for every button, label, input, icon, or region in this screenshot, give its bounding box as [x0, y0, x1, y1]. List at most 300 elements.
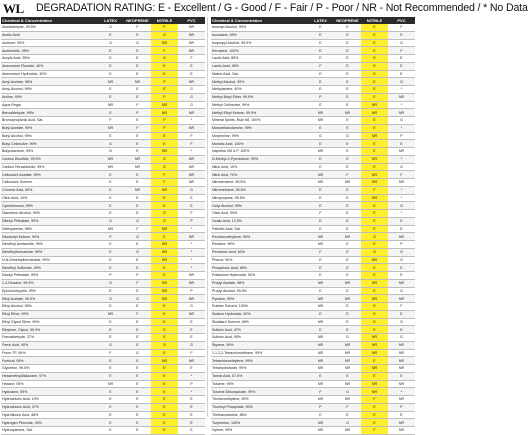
neoprene-rating: E: [334, 93, 361, 101]
table-row: [1, 171, 205, 179]
pvc-rating: NR: [178, 24, 205, 31]
latex-rating: G: [97, 295, 124, 303]
table-row: [1, 62, 205, 70]
chemical-name: Methyl Cellosolve, 99%: [211, 101, 307, 109]
table-row: [211, 179, 415, 187]
neoprene-rating: E: [334, 155, 361, 163]
neoprene-rating: E: [334, 194, 361, 202]
latex-rating: NR: [307, 380, 334, 388]
neoprene-rating: E: [334, 310, 361, 318]
table-row: [1, 124, 205, 132]
latex-rating: E: [97, 326, 124, 334]
latex-rating: E: [307, 287, 334, 295]
nitrile-rating: E: [361, 202, 388, 210]
chemical-name: Propyl Acetate, 98%: [211, 279, 307, 287]
table-row: [211, 78, 415, 86]
nitrile-rating: NR: [151, 109, 178, 117]
chemical-name: Dimethyl Sulfoxide, 99%: [1, 264, 97, 272]
chemical-name: Sulfuric Acid, 47%: [211, 326, 307, 334]
pvc-rating: NR: [178, 109, 205, 117]
neoprene-rating: NR: [124, 186, 151, 194]
chemical-name: Isopropyl Alcohol, 99.5%: [211, 39, 307, 47]
neoprene-rating: E: [334, 62, 361, 70]
nitrile-rating: NR: [151, 241, 178, 249]
latex-rating: E: [97, 171, 124, 179]
chemical-name: Oxalic Acid, 12.5%: [211, 217, 307, 225]
table-row: [211, 155, 415, 163]
pvc-rating: F: [388, 24, 415, 31]
table-row: [211, 341, 415, 349]
neoprene-rating: NR: [334, 233, 361, 241]
chemical-name: Benzaldehyde, 99%: [1, 109, 97, 117]
neoprene-rating: E: [124, 411, 151, 419]
table-row: [211, 101, 415, 109]
nitrile-rating: NR: [361, 349, 388, 357]
header-latex: LATEX: [97, 17, 124, 24]
neoprene-rating: F: [124, 279, 151, 287]
latex-rating: F: [307, 388, 334, 396]
nitrile-rating: F: [151, 171, 178, 179]
chemical-name: Phenol, 90%: [211, 256, 307, 264]
nitrile-rating: NR: [361, 194, 388, 202]
neoprene-rating: E: [334, 163, 361, 171]
pvc-rating: NR: [178, 39, 205, 47]
chemical-name: Acetone, 99%: [1, 39, 97, 47]
pvc-rating: F: [178, 349, 205, 357]
neoprene-rating: E: [124, 256, 151, 264]
latex-rating: E: [307, 155, 334, 163]
chemical-name: Muriatic Acid, 100%: [211, 140, 307, 148]
table-row: [1, 380, 205, 388]
neoprene-rating: NR: [334, 109, 361, 117]
neoprene-rating: E: [124, 318, 151, 326]
pvc-rating: E: [178, 202, 205, 210]
chemical-name: Methyl Alcohol, 99%: [211, 78, 307, 86]
neoprene-rating: E: [334, 326, 361, 334]
right-resistance-table: [211, 17, 415, 435]
nitrile-rating: E: [361, 403, 388, 411]
latex-rating: E: [307, 86, 334, 94]
chemical-name: Ethyl Ether, 99%: [1, 310, 97, 318]
header-pvc: PVC: [178, 17, 205, 24]
latex-rating: NR: [97, 78, 124, 86]
latex-rating: NR: [97, 225, 124, 233]
nitrile-rating: NR: [151, 287, 178, 295]
table-row: [211, 62, 415, 70]
neoprene-rating: NR: [124, 163, 151, 171]
latex-rating: E: [97, 256, 124, 264]
table-row: [1, 427, 205, 435]
latex-rating: E: [307, 310, 334, 318]
nitrile-rating: NR: [151, 225, 178, 233]
pvc-rating: *: [178, 148, 205, 156]
chemical-name: Lactic Acid, 85%: [211, 55, 307, 63]
pvc-rating: F: [388, 303, 415, 311]
pvc-rating: NR: [178, 47, 205, 55]
pvc-rating: *: [388, 124, 415, 132]
nitrile-rating: NR: [151, 101, 178, 109]
chemical-name: Acetic Acid: [1, 31, 97, 39]
neoprene-rating: E: [334, 55, 361, 63]
chemical-name: Formaldehyde, 37%: [1, 334, 97, 342]
nitrile-rating: NR: [361, 132, 388, 140]
neoprene-rating: E: [334, 210, 361, 218]
neoprene-rating: E: [334, 39, 361, 47]
nitrile-rating: E: [151, 372, 178, 380]
table-row: [211, 279, 415, 287]
pvc-rating: G: [388, 163, 415, 171]
latex-rating: E: [307, 225, 334, 233]
pvc-rating: E: [178, 70, 205, 78]
table-row: [211, 70, 415, 78]
nitrile-rating: E: [151, 310, 178, 318]
nitrile-rating: G: [151, 217, 178, 225]
chemical-name: Hydrogen Peroxide, 30%: [1, 419, 97, 427]
table-row: [211, 411, 415, 419]
latex-rating: E: [97, 202, 124, 210]
neoprene-rating: E: [334, 411, 361, 419]
latex-rating: NR: [307, 341, 334, 349]
nitrile-rating: NR: [361, 334, 388, 342]
chemical-name: Ferric Acid, 90%: [1, 341, 97, 349]
chemical-name: Pyridine, 99%: [211, 295, 307, 303]
pvc-rating: G: [388, 287, 415, 295]
nitrile-rating: NR: [361, 365, 388, 373]
latex-rating: NR: [307, 303, 334, 311]
latex-rating: E: [307, 24, 334, 31]
chemical-name: N-Methyl-2-Pyrrolidone, 99%: [211, 155, 307, 163]
column-divider: [207, 17, 208, 416]
chemical-name: Ethyl Glycol Ether, 99%: [1, 318, 97, 326]
table-row: [211, 148, 415, 156]
nitrile-rating: E: [361, 411, 388, 419]
neoprene-rating: F: [124, 225, 151, 233]
pvc-rating: E: [178, 365, 205, 373]
table-row: [211, 171, 415, 179]
latex-rating: NR: [307, 109, 334, 117]
table-row: [211, 124, 415, 132]
nitrile-rating: E: [151, 303, 178, 311]
nitrile-rating: NR: [361, 101, 388, 109]
chemical-name: Dimethylformamide, 99%: [1, 248, 97, 256]
neoprene-rating: E: [124, 93, 151, 101]
table-row: [1, 109, 205, 117]
table-row: [1, 140, 205, 148]
nitrile-rating: F: [151, 47, 178, 55]
chemical-name: Acetaldehyde, 99.5%: [1, 24, 97, 31]
table-header-row: [211, 17, 415, 24]
nitrile-rating: NR: [151, 295, 178, 303]
chemical-name: Nitropropane, 95.5%: [211, 194, 307, 202]
neoprene-rating: NR: [334, 365, 361, 373]
chemical-name: Isooctane, 99%: [211, 31, 307, 39]
latex-rating: E: [97, 241, 124, 249]
neoprene-rating: E: [124, 396, 151, 404]
latex-rating: E: [307, 55, 334, 63]
chemical-name: Hexane, 95%: [1, 380, 97, 388]
table-row: [1, 403, 205, 411]
latex-rating: NR: [307, 171, 334, 179]
chemical-name: Aniline, 99%: [1, 93, 97, 101]
table-row: [211, 39, 415, 47]
nitrile-rating: P: [151, 93, 178, 101]
pvc-rating: NR: [388, 109, 415, 117]
chemical-name: Pentane, 98%: [211, 241, 307, 249]
chemical-name: Hydrazine, 59%: [1, 388, 97, 396]
nitrile-rating: NR: [151, 357, 178, 365]
neoprene-rating: P: [124, 272, 151, 280]
table-row: [211, 388, 415, 396]
neoprene-rating: E: [334, 256, 361, 264]
nitrile-rating: E: [361, 39, 388, 47]
pvc-rating: NR: [178, 272, 205, 280]
chemical-name: Triethanolamine, 85%: [211, 411, 307, 419]
neoprene-rating: G: [124, 217, 151, 225]
latex-rating: P: [97, 233, 124, 241]
neoprene-rating: E: [124, 388, 151, 396]
chemical-name: Carbon Tetrachloride, 99%: [1, 163, 97, 171]
table-row: [211, 24, 415, 31]
latex-rating: NR: [307, 396, 334, 404]
chemical-name: Oleic Acid, 99%: [211, 210, 307, 218]
nitrile-rating: E: [361, 264, 388, 272]
chemical-name: Naphtha VM & P, 100%: [211, 148, 307, 156]
chemical-name: Butyl Alcohol, 99%: [1, 132, 97, 140]
nitrile-rating: E: [151, 140, 178, 148]
nitrile-rating: F: [361, 186, 388, 194]
neoprene-rating: E: [124, 264, 151, 272]
nitrile-rating: E: [151, 403, 178, 411]
chemical-name: Freon TF, 99%: [1, 349, 97, 357]
latex-rating: NR: [97, 380, 124, 388]
table-row: [1, 194, 205, 202]
neoprene-rating: E: [124, 365, 151, 373]
chemical-name: Ammonium Fluoride, 40%: [1, 62, 97, 70]
latex-rating: NR: [97, 155, 124, 163]
neoprene-rating: E: [124, 372, 151, 380]
neoprene-rating: E: [124, 31, 151, 39]
neoprene-rating: E: [334, 31, 361, 39]
table-row: [211, 372, 415, 380]
chemical-name: Hydrochloric Acid, 37%: [1, 403, 97, 411]
neoprene-rating: E: [334, 318, 361, 326]
pvc-rating: *: [178, 256, 205, 264]
nitrile-rating: NR: [151, 248, 178, 256]
nitrile-rating: G: [151, 155, 178, 163]
table-row: [1, 217, 205, 225]
latex-rating: F: [97, 349, 124, 357]
latex-rating: F: [307, 210, 334, 218]
pvc-rating: *: [388, 388, 415, 396]
nitrile-rating: E: [361, 24, 388, 31]
nitrile-rating: G: [361, 248, 388, 256]
chemical-name: Cellosolve Solvent: [1, 179, 97, 187]
table-row: [1, 202, 205, 210]
nitrile-rating: E: [361, 62, 388, 70]
chemical-name: 1,1,2,2-Tetrachloroethane, 99%: [211, 349, 307, 357]
neoprene-rating: E: [124, 179, 151, 187]
table-row: [1, 341, 205, 349]
nitrile-rating: E: [151, 132, 178, 140]
table-row: [211, 264, 415, 272]
neoprene-rating: P: [124, 109, 151, 117]
latex-rating: E: [97, 388, 124, 396]
neoprene-rating: G: [334, 132, 361, 140]
pvc-rating: NR: [388, 349, 415, 357]
latex-rating: E: [97, 372, 124, 380]
table-row: [211, 318, 415, 326]
latex-rating: NR: [307, 419, 334, 427]
pvc-rating: NR: [178, 31, 205, 39]
table-row: [211, 210, 415, 218]
chemical-name: Nitrobenzene, 99.5%: [211, 179, 307, 187]
latex-rating: E: [97, 70, 124, 78]
chemical-name: Tricresyl Phosphate, 90%: [211, 403, 307, 411]
nitrile-rating: E: [151, 349, 178, 357]
table-row: [1, 388, 205, 396]
table-row: [1, 411, 205, 419]
pvc-rating: G: [388, 202, 415, 210]
latex-rating: NR: [307, 179, 334, 187]
pvc-rating: NR: [388, 148, 415, 156]
neoprene-rating: F: [124, 101, 151, 109]
table-row: [211, 287, 415, 295]
chemical-name: Amyl Alcohol, 99%: [1, 86, 97, 94]
neoprene-rating: E: [334, 372, 361, 380]
pvc-rating: NR: [388, 396, 415, 404]
nitrile-rating: NR: [361, 256, 388, 264]
nitrile-rating: E: [361, 86, 388, 94]
page-title: DEGRADATION RATING: E - Excellent / G - Good / F - Fair / P - Poor / NR - Not Recommended / * No Data: [36, 2, 528, 14]
latex-rating: NR: [307, 233, 334, 241]
chemical-name: Cellosolve Acetate, 99%: [1, 171, 97, 179]
latex-rating: NR: [97, 310, 124, 318]
pvc-rating: F: [178, 55, 205, 63]
neoprene-rating: E: [124, 47, 151, 55]
nitrile-rating: E: [361, 117, 388, 125]
pvc-rating: E: [178, 194, 205, 202]
latex-rating: E: [97, 93, 124, 101]
latex-rating: E: [307, 47, 334, 55]
table-row: [1, 310, 205, 318]
neoprene-rating: E: [334, 140, 361, 148]
pvc-rating: P: [178, 287, 205, 295]
latex-rating: NR: [307, 295, 334, 303]
pvc-rating: G: [388, 248, 415, 256]
header-nitrile: NITRILE: [361, 17, 388, 24]
pvc-rating: E: [178, 334, 205, 342]
latex-rating: E: [97, 396, 124, 404]
nitrile-rating: E: [151, 70, 178, 78]
nitrile-rating: E: [361, 310, 388, 318]
latex-rating: E: [97, 194, 124, 202]
neoprene-rating: E: [124, 427, 151, 435]
table-row: [1, 303, 205, 311]
table-row: [211, 31, 415, 39]
latex-rating: E: [307, 194, 334, 202]
chemical-name: Ammonium Hydroxide, 30%: [1, 70, 97, 78]
latex-rating: E: [307, 272, 334, 280]
latex-rating: NR: [97, 101, 124, 109]
pvc-rating: P: [388, 241, 415, 249]
neoprene-rating: E: [124, 202, 151, 210]
table-row: [1, 132, 205, 140]
pvc-rating: F: [178, 132, 205, 140]
nitrile-rating: E: [361, 148, 388, 156]
neoprene-rating: E: [124, 334, 151, 342]
chemical-name: Acrylic Acid, 95%: [1, 55, 97, 63]
nitrile-rating: NR: [361, 109, 388, 117]
pvc-rating: *: [178, 117, 205, 125]
table-header-row: [1, 17, 205, 24]
nitrile-rating: E: [361, 47, 388, 55]
nitrile-rating: F: [151, 179, 178, 187]
table-row: [1, 357, 205, 365]
pvc-rating: E: [388, 217, 415, 225]
neoprene-rating: E: [124, 171, 151, 179]
latex-rating: NR: [307, 117, 334, 125]
neoprene-rating: E: [334, 264, 361, 272]
latex-rating: E: [97, 179, 124, 187]
pvc-rating: NR: [388, 341, 415, 349]
neoprene-rating: E: [124, 210, 151, 218]
nitrile-rating: E: [151, 318, 178, 326]
pvc-rating: E: [388, 411, 415, 419]
chemical-name: Toluene, 99%: [211, 380, 307, 388]
pvc-rating: E: [178, 419, 205, 427]
pvc-rating: G: [388, 334, 415, 342]
latex-rating: NR: [307, 318, 334, 326]
pvc-rating: NR: [178, 279, 205, 287]
nitrile-rating: E: [361, 272, 388, 280]
chemical-name: Ethyl Alcohol, 95%: [1, 303, 97, 311]
chemical-name: Nitric Acid, 70%: [211, 171, 307, 179]
table-row: [211, 140, 415, 148]
table-row: [1, 47, 205, 55]
table-row: [1, 163, 205, 171]
pvc-rating: E: [178, 318, 205, 326]
neoprene-rating: E: [124, 132, 151, 140]
latex-rating: E: [97, 186, 124, 194]
nitrile-rating: E: [361, 217, 388, 225]
pvc-rating: G: [178, 101, 205, 109]
nitrile-rating: G: [151, 341, 178, 349]
table-row: [1, 396, 205, 404]
table-row: [211, 295, 415, 303]
table-row: [1, 334, 205, 342]
nitrile-rating: E: [151, 194, 178, 202]
pvc-rating: E: [388, 326, 415, 334]
pvc-rating: P: [178, 380, 205, 388]
nitrile-rating: NR: [361, 155, 388, 163]
pvc-rating: G: [388, 117, 415, 125]
chemical-name: Dibutyl Phthalate, 99%: [1, 217, 97, 225]
pvc-rating: *: [178, 225, 205, 233]
nitrile-rating: E: [361, 70, 388, 78]
pvc-rating: NR: [388, 279, 415, 287]
table-row: [211, 419, 415, 427]
neoprene-rating: E: [334, 117, 361, 125]
nitrile-rating: NR: [151, 186, 178, 194]
neoprene-rating: G: [334, 334, 361, 342]
table-row: [211, 349, 415, 357]
nitrile-rating: NR: [361, 295, 388, 303]
latex-rating: G: [97, 24, 124, 31]
chemical-name: Styrene, 99%: [211, 341, 307, 349]
neoprene-rating: F: [124, 310, 151, 318]
latex-rating: E: [97, 318, 124, 326]
latex-rating: E: [97, 334, 124, 342]
